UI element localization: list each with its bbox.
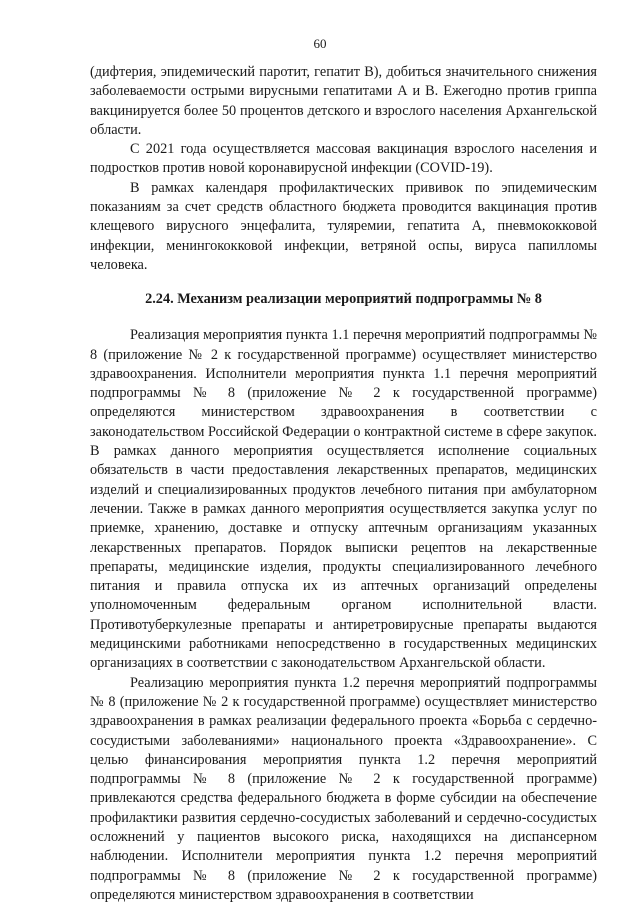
- paragraph-covid-vaccination: С 2021 года осуществляется массовая вакцинация взрослого населения и подростков против новой коронавирусной инфекции (COVID-19).: [90, 141, 597, 177]
- page-number: 60: [313, 36, 327, 51]
- document-body: [90, 63, 597, 905]
- paragraph-measure-1-2: Реализацию мероприятия пункта 1.2 перечня мероприятий подпрограммы № 8 (приложение № 2 к государственной программе) осуществляет министерство здравоохранения в рамках реализации федерального проекта «Борьба с сердечно-сосудистыми заболеваниями» национального проекта «Здравоохранение». С целью финансирования мероприятия пункта 1.2 перечня мероприятий подпрограммы № 8 (приложение № 2 к государственной программе) привлекаются средства федерального бюджета в форме субсидии на обеспечение профилактики развития сердечно-сосудистых заболеваний и сердечно-сосудистых осложнений у пациентов высокого риска, находящихся на диспансерном наблюдении. Исполнители мероприятия пункта 1.2 перечня мероприятий подпрограммы № 8 (приложение № 2 к государственной программе) определяются министерством здравоохранения в соответствии: [90, 674, 597, 903]
- paragraph-vaccination-results: (дифтерия, эпидемический паротит, гепатит В), добиться значительного снижения заболеваемости острыми вирусными гепатитами А и В. Ежегодно против гриппа вакцинируется более 50 процентов детского и взрослого населения Архангельской области.: [90, 64, 597, 138]
- paragraph-measure-1-1: Реализация мероприятия пункта 1.1 перечня мероприятий подпрограммы № 8 (приложение № 2 к государственной программе) осуществляет министерство здравоохранения. Исполнители мероприятия пункта 1.1 перечня мероприятий подпрограммы № 8 (приложение № 2 к государственной программе) определяются министерством здравоохранения в соответствии с законодательством Российской Федерации о контрактной системе в сфере закупок. В рамках данного мероприятия осуществляется исполнение социальных обязательств в части предоставления лекарственных препаратов, медицинских изделий и специализированных продуктов лечебного питания при амбулаторном лечении. Также в рамках данного мероприятия осуществляется закупка услуг по приемке, хранению, доставке и отпуску аптечным организациям указанных лекарственных препаратов. Порядок выписки рецептов на лекарственные препараты, медицинские изделия, продукты специализированного лечебного питания и правила отпуска их из аптечных организаций определены уполномоченным федеральным органом исполнительной власти. Противотуберкулезные препараты и антиретровирусные препараты выдаются медицинскими работниками непосредственно в государственных медицинских организациях в соответствии с законодательством Архангельской области.: [90, 327, 597, 672]
- section-heading: 2.24. Механизм реализации мероприятий подпрограммы № 8: [145, 291, 542, 308]
- paragraph-epidemic-calendar: В рамках календаря профилактических прививок по эпидемическим показаниям за счет средств областного бюджета проводится вакцинация против клещевого вирусного энцефалита, туляремии, гепатита А, пневмококковой инфекции, менингококковой инфекции, ветряной оспы, вируса папилломы человека.: [90, 179, 597, 273]
